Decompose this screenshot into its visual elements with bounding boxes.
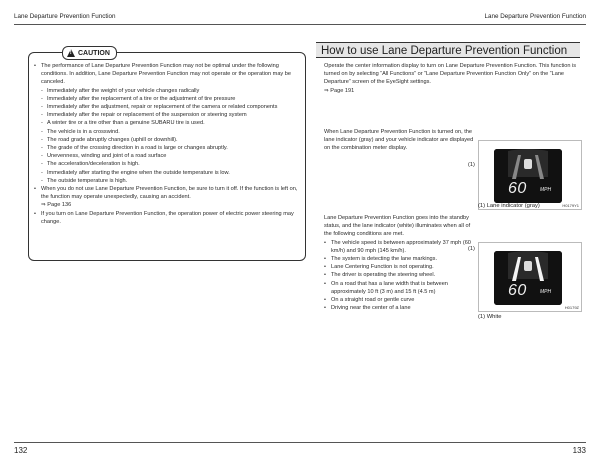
speed-readout: 60 bbox=[508, 282, 527, 299]
caution-item bbox=[34, 119, 302, 127]
caution-item bbox=[34, 87, 302, 95]
page-number-right: 133 bbox=[572, 446, 586, 455]
bullet-marker: • bbox=[324, 239, 326, 246]
item-text: The road grade abruptly changes (uphill or downhill). bbox=[47, 136, 178, 143]
item-marker: - bbox=[41, 136, 43, 143]
item-text: When you do not use Lane Departure Prevention Function, be sure to turn it off. If the function is left on, the function may operate unexpectedly, causing an accident. bbox=[41, 186, 298, 201]
caution-item bbox=[34, 103, 302, 111]
item-text: The grade of the crossing direction in a road is large or changes abruptly. bbox=[47, 145, 228, 152]
meter-graphic bbox=[494, 149, 562, 203]
condition-text: On a straight road or gentle curve bbox=[331, 297, 415, 304]
condition-item bbox=[324, 304, 474, 312]
item-text: Immediately after the adjustment, repair or replacement of the camera or related components bbox=[47, 104, 278, 111]
meter-display bbox=[494, 149, 562, 203]
running-header-left: Lane Departure Prevention Function bbox=[14, 13, 116, 20]
speed-unit: MPH bbox=[540, 289, 552, 295]
caution-label bbox=[62, 46, 117, 60]
caution-item bbox=[34, 185, 302, 201]
caution-item bbox=[34, 95, 302, 103]
item-text: A winter tire or a tire other than a genuine SUBARU tire is used. bbox=[47, 120, 205, 127]
item-marker: - bbox=[41, 112, 43, 119]
speed-unit: MPH bbox=[540, 187, 552, 193]
caution-list bbox=[34, 62, 302, 226]
item-text: Unevenness, winding and joint of a road surface bbox=[47, 153, 167, 160]
warning-triangle-icon bbox=[67, 49, 75, 57]
condition-text: Driving near the center of a lane bbox=[331, 305, 411, 312]
item-text: If you turn on Lane Departure Prevention Function, the operation power of electric power steering may change. bbox=[41, 210, 294, 225]
item-marker: - bbox=[41, 120, 43, 127]
figure-code: H0179Y1 bbox=[562, 203, 579, 208]
condition-item bbox=[324, 280, 474, 296]
condition-text: Lane Centering Function is not operating. bbox=[331, 264, 434, 271]
caution-label-text: CAUTION bbox=[78, 49, 110, 57]
caution-item bbox=[34, 62, 302, 87]
condition-item bbox=[324, 239, 474, 255]
caution-item bbox=[34, 144, 302, 152]
footer-rule bbox=[14, 442, 586, 443]
item-marker: - bbox=[41, 169, 43, 176]
caution-item bbox=[34, 210, 302, 226]
bullet-marker: • bbox=[324, 297, 326, 304]
bullet-marker: • bbox=[324, 272, 326, 279]
standby-text: Lane Departure Prevention Function goes into the standby status, and the lane indicator (white) illuminates when all of the following conditions are met. bbox=[324, 215, 471, 238]
item-marker: • bbox=[34, 63, 36, 69]
figure-lane-indicator-gray bbox=[478, 140, 582, 210]
caution-item bbox=[34, 177, 302, 185]
condition-text: The driver is operating the steering wheel. bbox=[331, 272, 436, 279]
conditions-list bbox=[324, 239, 474, 313]
item-marker: - bbox=[41, 145, 43, 152]
condition-item bbox=[324, 296, 474, 304]
meter-graphic bbox=[494, 251, 562, 305]
item-marker: - bbox=[41, 128, 43, 135]
caution-item bbox=[34, 169, 302, 177]
meter-display bbox=[494, 251, 562, 305]
standby-paragraph bbox=[324, 214, 474, 312]
section-title: How to use Lane Departure Prevention Function bbox=[316, 42, 580, 58]
item-text: The vehicle is in a crosswind. bbox=[47, 128, 120, 135]
condition-item bbox=[324, 255, 474, 263]
figure-lane-indicator-white bbox=[478, 242, 582, 312]
item-marker: - bbox=[41, 161, 43, 168]
header-rule bbox=[14, 24, 586, 25]
running-header-right: Lane Departure Prevention Function bbox=[484, 13, 586, 20]
indicator-paragraph: When Lane Departure Prevention Function is turned on, the lane indicator (gray) and your vehicle indicator are displayed on the combination meter display. bbox=[324, 129, 474, 152]
item-marker: - bbox=[41, 95, 43, 102]
intro-text: Operate the center information display to turn on Lane Departure Prevention Function. This function is turned on by selecting “All Functions” or “Lane Departure Prevention Function Only” on the “Lane Departure” screen of the EyeSight settings. bbox=[324, 63, 577, 86]
vehicle-indicator-icon bbox=[524, 261, 532, 271]
caution-item bbox=[34, 111, 302, 119]
intro-paragraph bbox=[324, 62, 580, 95]
caution-item bbox=[34, 128, 302, 136]
condition-item bbox=[324, 263, 474, 271]
page-number-left: 132 bbox=[14, 446, 28, 455]
item-marker: • bbox=[34, 186, 36, 193]
figure1-caption: (1) Lane indicator (gray) bbox=[478, 203, 540, 209]
condition-item bbox=[324, 271, 474, 279]
figure-code: H0179Z bbox=[564, 305, 579, 310]
item-text: The performance of Lane Departure Prevention Function may not be optimal under the following conditions. In addition, Lane Departure Prevention Function may not operate or the operation may be canceled. bbox=[41, 63, 292, 86]
bullet-marker: • bbox=[324, 264, 326, 271]
item-marker: • bbox=[34, 210, 36, 217]
item-text: Immediately after the repair or replacement of the suspension or steering system bbox=[47, 112, 247, 119]
page-reference bbox=[34, 201, 302, 209]
figure1-callout: (1) bbox=[468, 162, 475, 168]
item-text: The outside temperature is high. bbox=[47, 177, 128, 184]
item-marker: - bbox=[41, 87, 43, 94]
item-text: Immediately after the replacement of a tire or the adjustment of tire pressure bbox=[47, 95, 236, 102]
caution-item bbox=[34, 136, 302, 144]
caution-item bbox=[34, 152, 302, 160]
item-text: The acceleration/deceleration is high. bbox=[47, 161, 140, 168]
condition-text: The vehicle speed is between approximately 37 mph (60 km/h) and 90 mph (145 km/h). bbox=[331, 239, 471, 254]
figure2-callout: (1) bbox=[468, 246, 475, 252]
item-marker: - bbox=[41, 153, 43, 160]
condition-text: On a road that has a lane width that is between approximately 10 ft (3 m) and 15 ft (4.5 m) bbox=[331, 280, 448, 295]
bullet-marker: • bbox=[324, 280, 326, 287]
item-text: Immediately after starting the engine when the outside temperature is low. bbox=[47, 169, 230, 176]
figure2-caption: (1) White bbox=[478, 314, 502, 320]
bullet-marker: • bbox=[324, 256, 326, 263]
bullet-marker: • bbox=[324, 305, 326, 312]
intro-page-ref: ⇒ Page 191 bbox=[324, 87, 355, 94]
item-text: ⇒ Page 136 bbox=[41, 202, 72, 209]
condition-text: The system is detecting the lane markings. bbox=[331, 256, 438, 263]
caution-item bbox=[34, 160, 302, 168]
item-marker: - bbox=[41, 104, 43, 111]
vehicle-indicator-icon bbox=[524, 159, 532, 169]
speed-readout: 60 bbox=[508, 180, 527, 197]
item-marker: - bbox=[41, 177, 43, 184]
item-text: Immediately after the weight of your vehicle changes radically bbox=[47, 87, 200, 94]
